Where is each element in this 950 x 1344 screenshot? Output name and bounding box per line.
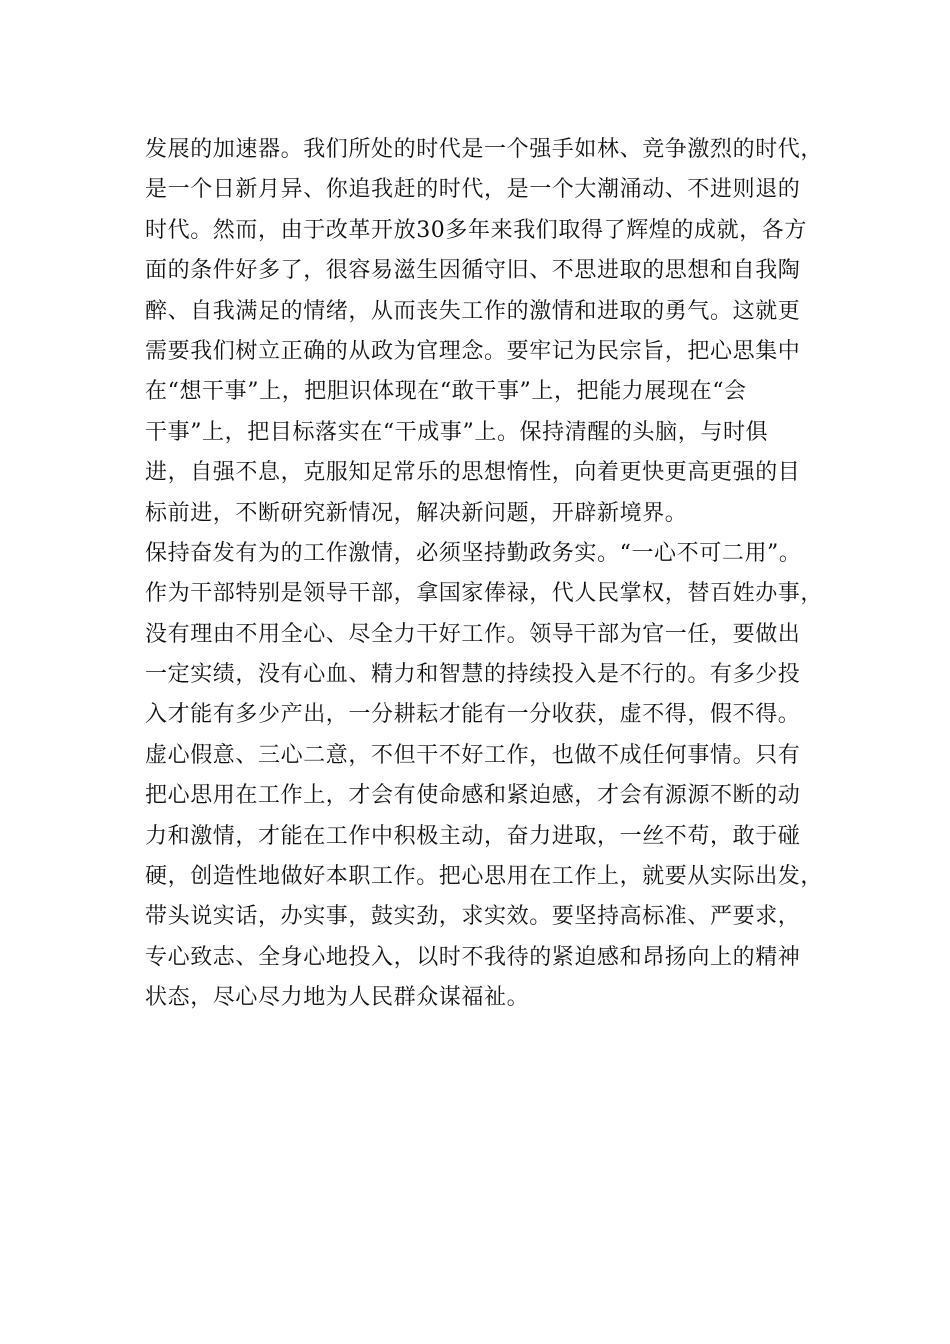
text-line: 力和激情，才能在工作中积极主动，奋力进取，一丝不苟，敢于碰	[145, 823, 801, 849]
text-line: 状态，尽心尽力地为人民群众谋福祉。	[145, 985, 530, 1011]
text-line: 入才能有多少产出，一分耕耘才能有一分收获，虚不得，假不得。	[145, 702, 801, 728]
text-line: 时代。然而，由于改革开放30多年来我们取得了辉煌的成就，各方	[145, 217, 807, 243]
text-line: 进，自强不息，克服知足常乐的思想惰性，向着更快更高更强的目	[145, 460, 801, 486]
text-line: 需要我们树立正确的从政为官理念。要牢记为民宗旨，把心思集中	[145, 338, 801, 364]
text-line: 醉、自我满足的情绪，从而丧失工作的激情和进取的勇气。这就更	[145, 298, 801, 324]
text-line: 面的条件好多了，很容易滋生因循守旧、不思进取的思想和自我陶	[145, 258, 801, 284]
text-line: 专心致志、全身心地投入，以时不我待的紧迫感和昂扬向上的精神	[145, 944, 801, 970]
text-line: 在“想干事”上，把胆识体现在“敢干事”上，把能力展现在“会	[145, 379, 747, 405]
text-line: 作为干部特别是领导干部，拿国家俸禄，代人民掌权，替百姓办事，	[145, 581, 824, 607]
text-line: 带头说实话，办实事，鼓实劲，求实效。要坚持高标准、严要求，	[145, 904, 801, 930]
text-line: 没有理由不用全心、尽全力干好工作。领导干部为官一任，要做出	[145, 621, 801, 647]
text-line: 保持奋发有为的工作激情，必须坚持勤政务实。“一心不可二用”。	[145, 540, 802, 566]
text-line: 把心思用在工作上，才会有使命感和紧迫感，才会有源源不断的动	[145, 783, 801, 809]
text-line: 发展的加速器。我们所处的时代是一个强手如林、竞争激烈的时代，	[145, 137, 824, 162]
text-line: 标前进，不断研究新情况，解决新问题，开辟新境界。	[145, 500, 688, 526]
text-line: 一定实绩，没有心血、精力和智慧的持续投入是不行的。有多少投	[145, 662, 801, 688]
text-line: 是一个日新月异、你追我赶的时代，是一个大潮涌动、不进则退的	[145, 177, 801, 203]
text-line: 干事”上，把目标落实在“干成事”上。保持清醒的头脑，与时俱	[145, 419, 769, 445]
body-text	[145, 130, 825, 1019]
text-line: 硬，创造性地做好本职工作。把心思用在工作上，就要从实际出发，	[145, 864, 824, 890]
text-line: 虚心假意、三心二意，不但干不好工作，也做不成任何事情。只有	[145, 742, 801, 768]
